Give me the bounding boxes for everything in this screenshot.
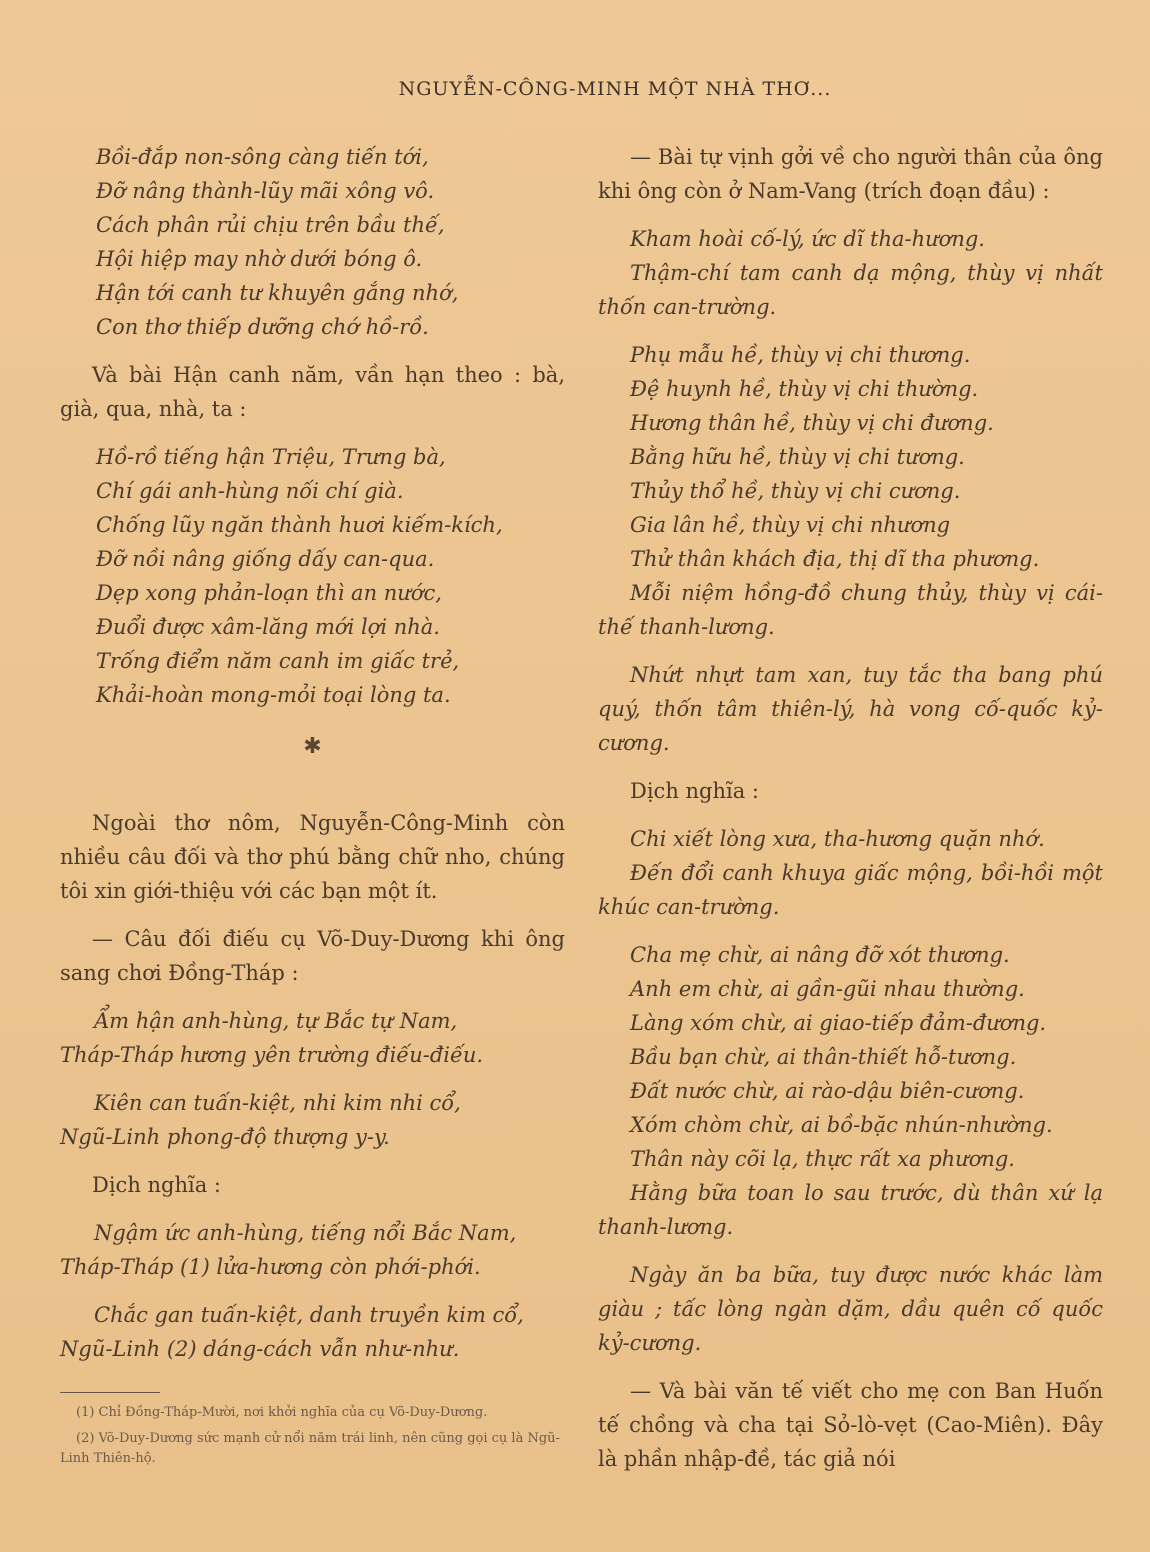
poem-2	[60, 440, 565, 712]
verse-line: Đến đổi canh khuya giấc mộng, bồi-hồi một khúc can-trường.	[598, 861, 1103, 919]
poem-1	[60, 140, 565, 344]
paragraph: — Bài tự vịnh gởi về cho người thân của ông khi ông còn ở Nam-Vang (trích đoạn đầu) :	[598, 145, 1103, 203]
translation-label: Dịch nghĩa :	[92, 1173, 221, 1197]
poem-line: Hận tới canh tư khuyên gắng nhớ,	[96, 281, 459, 305]
poem-line: Đất nước chừ, ai rào-dậu biên-cương.	[630, 1079, 1025, 1103]
verse-line: Thậm-chí tam canh dạ mộng, thùy vị nhất thốn can-trường.	[598, 261, 1103, 319]
poem-line: Chí gái anh-hùng nối chí già.	[96, 479, 404, 503]
poem-line: Đuổi được xâm-lăng mới lợi nhà.	[96, 615, 440, 639]
poem-line: Hương thân hề, thùy vị chi đương.	[630, 411, 994, 435]
poem-2-intro: Và bài Hận canh năm, vần hạn theo : bà, già, qua, nhà, ta :	[60, 363, 565, 421]
couplet-line: Ngũ-Linh (2) dáng-cách vẫn như-như.	[60, 1337, 460, 1361]
poem-line: Hồ-rồ tiếng hận Triệu, Trưng bà,	[96, 445, 446, 469]
couplet-line: Ngậm ức anh-hùng, tiếng nổi Bắc Nam,	[94, 1221, 517, 1245]
poem-line: Bằng hữu hề, thùy vị chi tương.	[630, 445, 965, 469]
poem-line: Làng xóm chừ, ai giao-tiếp đảm-đương.	[630, 1011, 1047, 1035]
couplet	[60, 1216, 565, 1284]
poem-line: Dẹp xong phản-loạn thì an nước,	[96, 581, 442, 605]
left-column	[60, 140, 565, 1475]
couplet	[60, 1298, 565, 1366]
poem-4	[598, 938, 1103, 1176]
poem-line: Gia lân hề, thùy vị chi nhương	[630, 513, 951, 537]
paragraph: Ngoài thơ nôm, Nguyễn-Công-Minh còn nhiều câu đối và thơ phú bằng chữ nho, chúng tôi xin giới-thiệu với các bạn một ít.	[60, 811, 565, 903]
verse-line: Chi xiết lòng xưa, tha-hương quặn nhớ.	[630, 827, 1045, 851]
couplet-line: Kiên can tuấn-kiệt, nhi kim nhi cổ,	[94, 1091, 461, 1115]
poem-line: Bồi-đắp non-sông càng tiến tới,	[96, 145, 429, 169]
verse-line: Kham hoài cố-lý, ức dĩ tha-hương.	[630, 227, 985, 251]
poem-line: Trống điểm năm canh im giấc trẻ,	[96, 649, 460, 673]
couplet	[60, 1086, 565, 1154]
footnote-divider	[60, 1392, 160, 1393]
couplet-line: Tháp-Tháp hương yên trường điếu-điếu.	[60, 1043, 484, 1067]
poem-line: Hội hiệp may nhờ dưới bóng ô.	[96, 247, 423, 271]
poem-line: Bầu bạn chừ, ai thân-thiết hỗ-tương.	[630, 1045, 1017, 1069]
poem-line: Xóm chòm chừ, ai bồ-bặc nhún-nhường.	[630, 1113, 1053, 1137]
poem-3	[598, 338, 1103, 576]
couplet-line: Ngũ-Linh phong-độ thượng y-y.	[60, 1125, 390, 1149]
footnote: (1) Chỉ Đồng-Tháp-Mười, nơi khởi nghĩa của cụ Võ-Duy-Dương.	[76, 1405, 488, 1420]
section-ornament: ✱	[303, 734, 322, 759]
poem-line: Con thơ thiếp dưỡng chớ hồ-rồ.	[96, 315, 429, 339]
poem-line: Khải-hoàn mong-mỏi toại lòng ta.	[96, 683, 451, 707]
right-column	[598, 140, 1103, 1490]
poem-line: Đỡ nồi nâng giống dấy can-qua.	[96, 547, 435, 571]
poem-line: Cách phân rủi chịu trên bầu thế,	[96, 213, 445, 237]
couplet	[60, 1004, 565, 1072]
verse	[598, 822, 1103, 924]
paragraph: — Câu đối điếu cụ Võ-Duy-Dương khi ông sang chơi Đồng-Tháp :	[60, 927, 565, 985]
verse	[598, 222, 1103, 324]
poem-line: Thân này cõi lạ, thực rất xa phương.	[630, 1147, 1015, 1171]
poem-line: Thủy thổ hề, thùy vị chi cương.	[630, 479, 961, 503]
footnote: (2) Võ-Duy-Dương sức mạnh cử nổi năm trái linh, nên cũng gọi cụ là Ngũ-Linh Thiên-hộ.	[60, 1431, 560, 1466]
verse: Hằng bữa toan lo sau trước, dù thân xứ lạ thanh-lương.	[598, 1181, 1103, 1239]
paragraph: — Và bài văn tế viết cho mẹ con Ban Huốn tế chồng và cha tại Sỏ-lò-vẹt (Cao-Miên). Đây là phần nhập-đề, tác giả nói	[598, 1379, 1103, 1471]
couplet-line: Chắc gan tuấn-kiệt, danh truyền kim cổ,	[94, 1303, 524, 1327]
poem-line: Thử thân khách địa, thị dĩ tha phương.	[630, 547, 1040, 571]
poem-line: Anh em chừ, ai gần-gũi nhau thường.	[630, 977, 1025, 1001]
verse: Mỗi niệm hồng-đồ chung thủy, thùy vị cái-thế thanh-lương.	[598, 581, 1103, 639]
poem-line: Đỡ nâng thành-lũy mãi xông vô.	[96, 179, 435, 203]
couplet-line: Tháp-Tháp (1) lửa-hương còn phới-phới.	[60, 1255, 481, 1279]
translation-label: Dịch nghĩa :	[630, 779, 759, 803]
verse: Ngày ăn ba bữa, tuy được nước khác làm giàu ; tấc lòng ngàn dặm, dầu quên cố quốc kỷ-cương.	[598, 1263, 1103, 1355]
couplet-line: Ẩm hận anh-hùng, tự Bắc tự Nam,	[94, 1009, 458, 1033]
poem-line: Cha mẹ chừ, ai nâng đỡ xót thương.	[630, 943, 1010, 967]
poem-line: Phụ mẫu hề, thùy vị chi thương.	[630, 343, 971, 367]
poem-line: Chống lũy ngăn thành huơi kiếm-kích,	[96, 513, 503, 537]
verse: Nhứt nhựt tam xan, tuy tắc tha bang phú quý, thốn tâm thiên-lý, hà vong cố-quốc kỷ-cương.	[598, 663, 1103, 755]
poem-line: Đệ huynh hề, thùy vị chi thường.	[630, 377, 979, 401]
running-header: NGUYỄN-CÔNG-MINH MỘT NHÀ THƠ...	[398, 78, 832, 100]
